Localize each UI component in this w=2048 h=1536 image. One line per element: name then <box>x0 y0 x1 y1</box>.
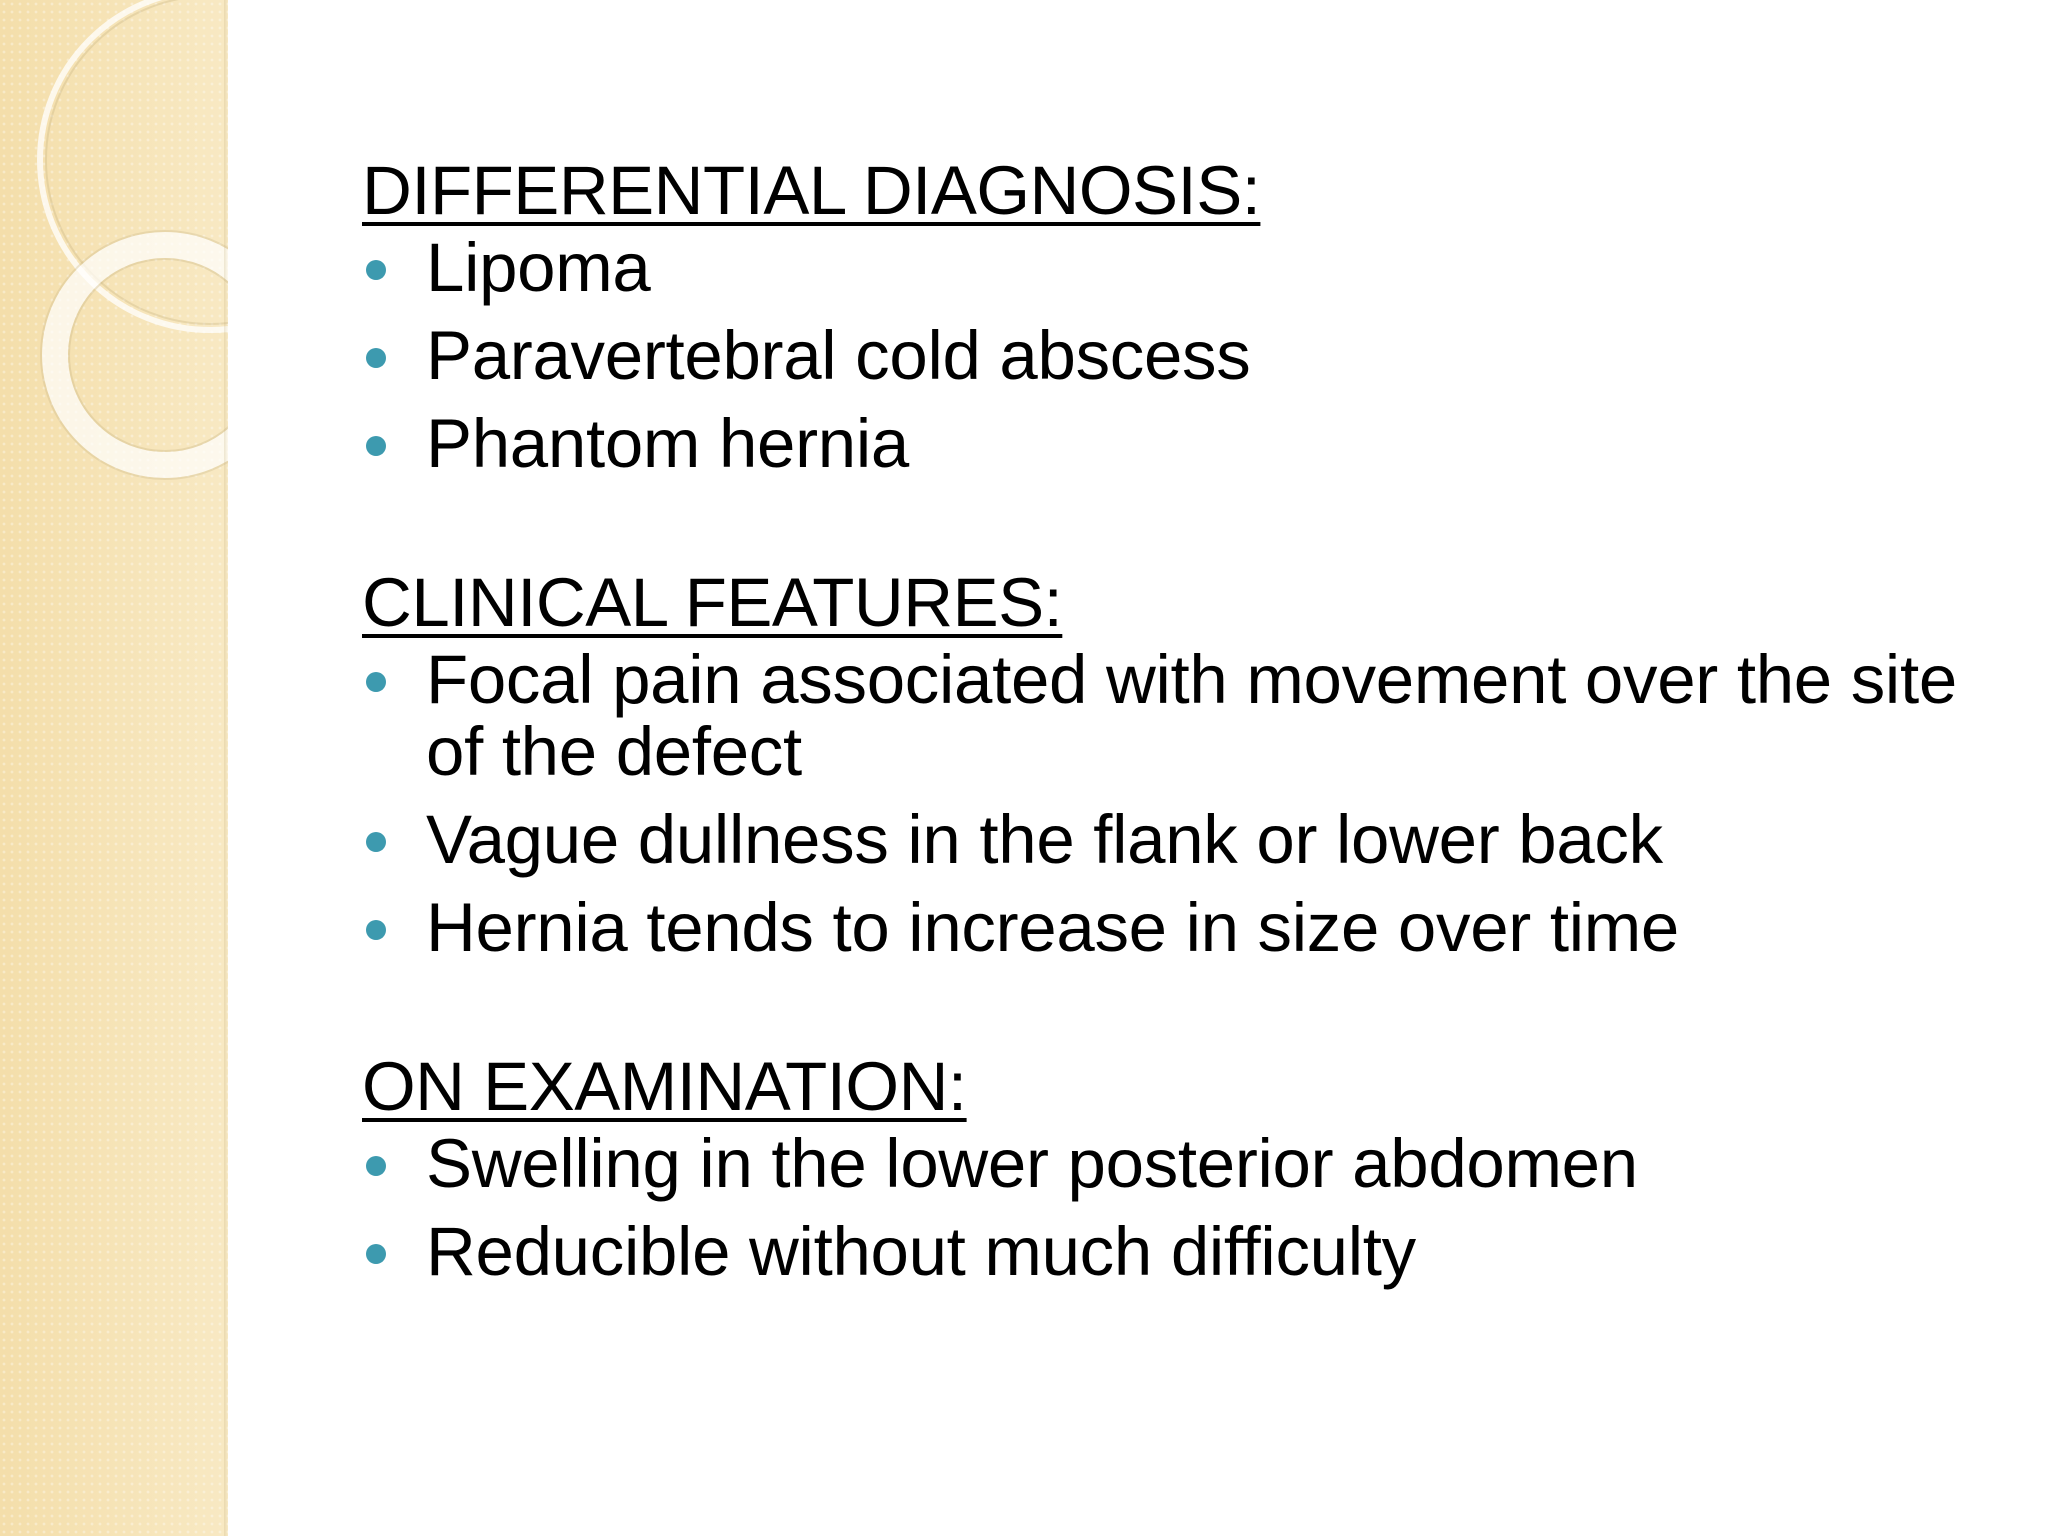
list-item <box>362 801 2002 878</box>
on-examination-section <box>362 1046 2002 1288</box>
differential-diagnosis-section <box>362 150 2002 480</box>
list-item-text: Phantom hernia <box>426 405 909 482</box>
decorative-rings-icon <box>0 0 228 520</box>
list-item-text: Vague dullness in the flank or lower back <box>426 801 1663 878</box>
bullet-dot-icon <box>366 832 386 852</box>
list-item <box>362 317 2002 394</box>
bullet-dot-icon <box>366 260 386 280</box>
bullet-dot-icon <box>366 1244 386 1264</box>
bullet-dot-icon <box>366 1156 386 1176</box>
list-item-text: Focal pain associated with movement over the site of the defect <box>426 641 1957 790</box>
list-item <box>362 641 2002 790</box>
bullet-dot-icon <box>366 436 386 456</box>
decorative-side-panel <box>0 0 228 1536</box>
list-item <box>362 405 2002 482</box>
section-heading: ON EXAMINATION: <box>362 1048 967 1125</box>
list-item-text: Hernia tends to increase in size over time <box>426 889 1679 966</box>
list-item-text: Paravertebral cold abscess <box>426 317 1251 394</box>
list-item <box>362 1125 2002 1202</box>
bullet-list <box>362 641 2002 966</box>
list-item <box>362 1213 2002 1290</box>
bullet-dot-icon <box>366 672 386 692</box>
section-heading: CLINICAL FEATURES: <box>362 564 1063 641</box>
side-panel-edge <box>224 0 228 1536</box>
slide-content <box>362 150 2002 1288</box>
list-item-text: Reducible without much difficulty <box>426 1213 1416 1290</box>
bullet-dot-icon <box>366 348 386 368</box>
section-heading: DIFFERENTIAL DIAGNOSIS: <box>362 152 1261 229</box>
list-item <box>362 229 2002 306</box>
list-item-text: Swelling in the lower posterior abdomen <box>426 1125 1638 1202</box>
bullet-list <box>362 229 2002 482</box>
list-item-text: Lipoma <box>426 229 651 306</box>
bullet-list <box>362 1125 2002 1290</box>
bullet-dot-icon <box>366 920 386 940</box>
clinical-features-section <box>362 562 2002 964</box>
list-item <box>362 889 2002 966</box>
